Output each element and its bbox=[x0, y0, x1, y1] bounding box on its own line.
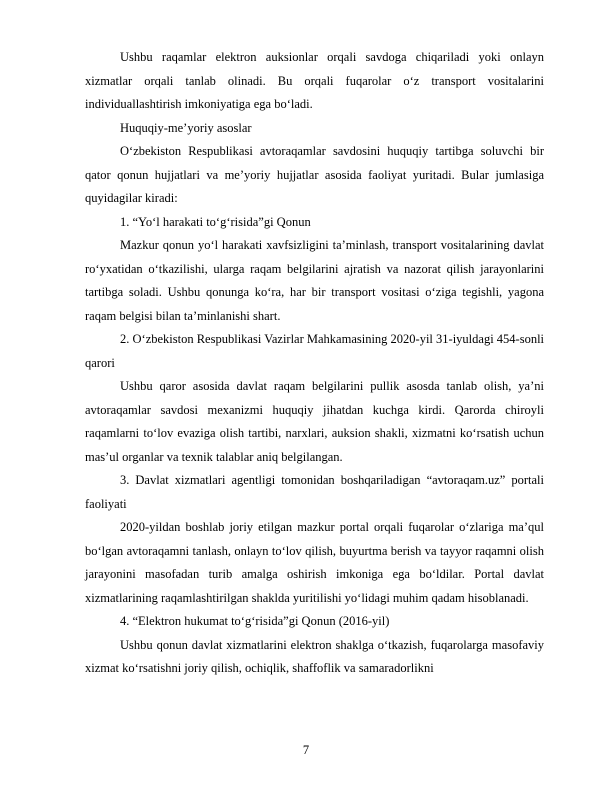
paragraph-portal: 2020-yildan boshlab joriy etilgan mazkur portal orqali fuqarolar o‘zlariga ma’qul bo‘lgan avtoraqamni tanlash, onlayn to‘lov qilish, buyurtma berish va tayyor raqamni olish jarayonini masofadan turib amalga oshirish imkoniga ega bo‘ldilar. Portal davlat xizmatlarining raqamlashtirilgan shaklda yuritilishi yo‘lidagi muhim qadam hisoblanadi. bbox=[85, 520, 544, 605]
paragraph-intro: Ushbu raqamlar elektron auksionlar orqali savdoga chiqariladi yoki onlayn xizmatlar orqali tanlab olinadi. Bu orqali fuqarolar o‘z transport vositalarini individuallashtirish imkoniyatiga ega bo‘ladi. bbox=[85, 50, 544, 111]
paragraph-traffic-law: Mazkur qonun yo‘l harakati xavfsizligini ta’minlash, transport vositalarining davlat ro‘yxatidan o‘tkazilishi, ularga raqam belgilarini ajratish va nazorat qilish jarayonlarini tartibga soladi. Ushbu qonunga ko‘ra, har bir transport vositasi o‘ziga tegishli, yagona raqam belgisi bilan ta’minlanishi shart. bbox=[85, 238, 544, 323]
paragraph-e-government-law: Ushbu qonun davlat xizmatlarini elektron shaklga o‘tkazish, fuqarolarga masofaviy xizmat ko‘rsatishni joriy qilish, ochiqlik, shaffoflik va samaradorlikni bbox=[85, 637, 544, 675]
heading-portal: 3. Davlat xizmatlari agentligi tomonidan boshqariladigan “avtoraqam.uz” portali faoliyati bbox=[85, 473, 544, 511]
heading-cabinet-resolution: 2. O‘zbekiston Respublikasi Vazirlar Mahkamasining 2020-yil 31-iyuldagi 454-sonli qarori bbox=[85, 332, 545, 370]
section-heading-legal-basis: Huquqiy-me’yoriy asoslar bbox=[120, 120, 252, 135]
document-body bbox=[85, 46, 544, 681]
paragraph-legal-basis: O‘zbekiston Respublikasi avtoraqamlar savdosini huquqiy tartibga soluvchi bir qator qonun hujjatlari va me’yoriy hujjatlar asosida faoliyat yuritadi. Bular jumlasiga quyidagilar kiradi: bbox=[85, 144, 544, 205]
heading-e-government-law: 4. “Elektron hukumat to‘g‘risida”gi Qonun (2016-yil) bbox=[120, 614, 390, 628]
heading-traffic-law: 1. “Yo‘l harakati to‘g‘risida”gi Qonun bbox=[120, 214, 311, 229]
page-number: 7 bbox=[302, 743, 310, 757]
paragraph-cabinet-resolution: Ushbu qaror asosida davlat raqam belgilarini pullik asosda tanlab olish, ya’ni avtoraqamlar savdosi mexanizmi huquqiy jihatdan kuchga kirdi. Qarorda chiroyli raqamlarni to‘lov evaziga olish tartibi, narxlari, auksion shakli, xizmatni ko‘rsatish uchun mas’ul organlar va texnik talablar aniq belgilangan. bbox=[85, 379, 544, 464]
